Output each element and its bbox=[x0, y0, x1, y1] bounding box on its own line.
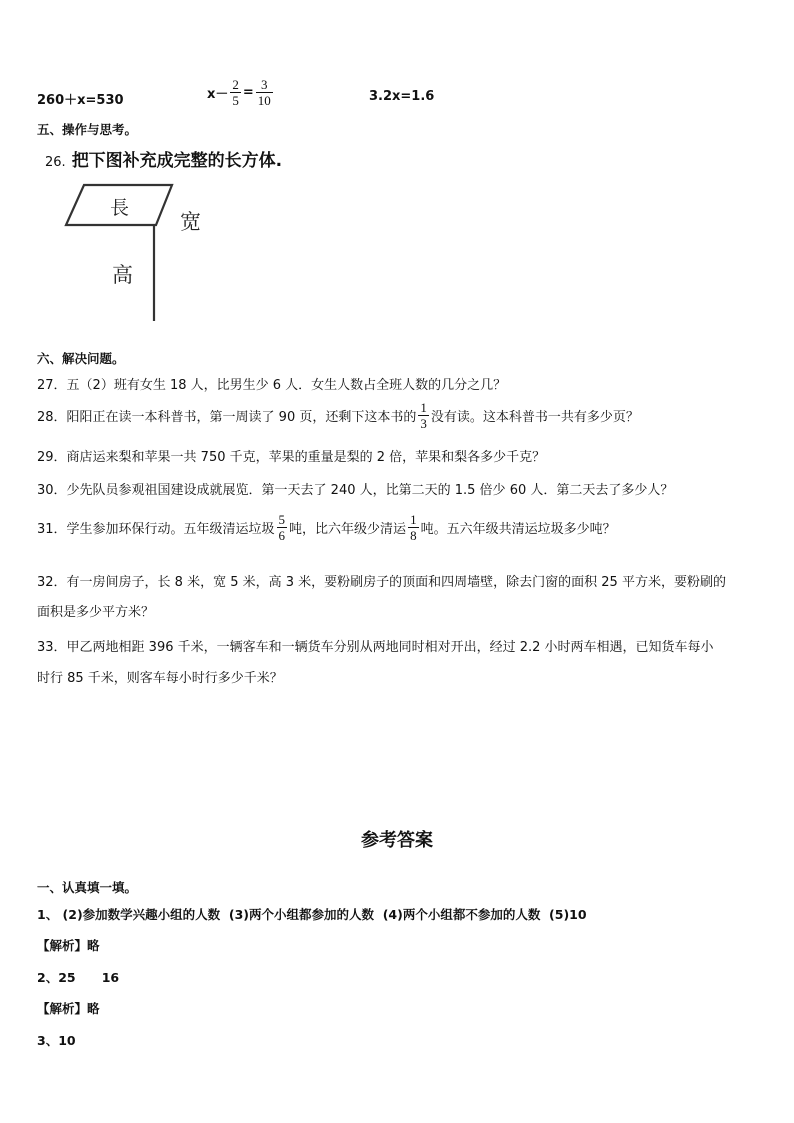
fraction-numerator: 5 bbox=[278, 512, 286, 527]
fraction-numerator: 1 bbox=[420, 400, 427, 415]
section-5-title: 五、操作与思考。 bbox=[37, 122, 138, 137]
equation-2-prefix: x－ bbox=[207, 87, 229, 102]
question-30: 30．少先队员参观祖国建设成就展览．第一天去了 240 人，比第二天的 1.5 倍少 60 人．第二天去了多少人？ bbox=[37, 483, 674, 498]
question-31-text-middle: 吨，比六年级少清运 bbox=[289, 522, 407, 537]
answers-section-1-title: 一、认真填一填。 bbox=[37, 880, 138, 895]
question-28-text-before: 28．阳阳正在读一本科普书，第一周读了 90 页，还剩下这本书的 bbox=[37, 410, 417, 425]
question-27: 27．五（2）班有女生 18 人，比男生少 6 人．女生人数占全班人数的几分之几？ bbox=[37, 378, 507, 393]
label-length: 長 bbox=[110, 198, 130, 219]
answer-1-note: 【解析】略 bbox=[37, 938, 100, 953]
fraction-five-sixths bbox=[277, 513, 288, 542]
answer-3: 3、10 bbox=[37, 1033, 76, 1048]
equals-sign: = bbox=[242, 85, 254, 100]
fraction-numerator: 3 bbox=[261, 77, 268, 92]
fraction-numerator: 1 bbox=[410, 512, 417, 527]
question-29: 29．商店运来梨和苹果一共 750 千克，苹果的重量是梨的 2 倍，苹果和梨各多少千克？ bbox=[37, 450, 546, 465]
question-31-text-after: 吨。五六年级共清运垃圾多少吨？ bbox=[420, 522, 616, 537]
answer-1: 1、 (2)参加数学兴趣小组的人数 (3)两个小组都参加的人数 (4)两个小组都不参加的人数 (5)10 bbox=[37, 907, 587, 922]
section-6-title: 六、解决问题。 bbox=[37, 351, 125, 366]
fraction-two-fifths bbox=[230, 78, 241, 107]
fraction-one-eighth bbox=[408, 513, 419, 542]
question-28-text-after: 没有读。这本科普书一共有多少页？ bbox=[430, 410, 639, 425]
equation-2 bbox=[207, 78, 275, 107]
answer-2-note: 【解析】略 bbox=[37, 1001, 100, 1016]
fraction-denominator: 3 bbox=[420, 416, 427, 431]
question-32-line-2: 面积是多少平方米？ bbox=[37, 605, 155, 620]
label-height: 高 bbox=[112, 263, 133, 287]
fraction-one-third bbox=[418, 401, 429, 430]
equation-1: 260＋x=530 bbox=[37, 93, 124, 108]
fraction-three-tenths bbox=[256, 78, 273, 107]
fraction-denominator: 10 bbox=[257, 93, 271, 108]
fraction-denominator: 5 bbox=[232, 93, 239, 108]
answer-2: 2、25 16 bbox=[37, 970, 120, 985]
question-26-number: 26. bbox=[45, 155, 66, 170]
label-width: 宽 bbox=[180, 210, 201, 234]
question-32-line-1: 32．有一房间房子，长 8 米，宽 5 米，高 3 米，要粉刷房子的顶面和四周墙壁，除去门窗的面积 25 平方米，要粉刷的 bbox=[37, 575, 726, 590]
question-28 bbox=[37, 401, 639, 430]
fraction-denominator: 6 bbox=[278, 528, 286, 543]
question-31 bbox=[37, 513, 616, 542]
fraction-denominator: 8 bbox=[410, 528, 417, 543]
equation-3: 3.2x=1.6 bbox=[369, 89, 435, 104]
answers-title: 参考答案 bbox=[361, 830, 433, 851]
cuboid-figure bbox=[60, 183, 220, 325]
question-31-text-before: 31．学生参加环保行动。五年级清运垃圾 bbox=[37, 522, 275, 537]
fraction-numerator: 2 bbox=[232, 77, 239, 92]
question-33-line-1: 33．甲乙两地相距 396 千米，一辆客车和一辆货车分别从两地同时相对开出，经过 2.2 小时两车相遇，已知货车每小 bbox=[37, 640, 714, 655]
question-26 bbox=[45, 146, 282, 171]
question-26-text: 把下图补充成完整的长方体. bbox=[71, 151, 283, 171]
question-33-line-2: 时行 85 千米，则客车每小时行多少千米？ bbox=[37, 671, 283, 686]
